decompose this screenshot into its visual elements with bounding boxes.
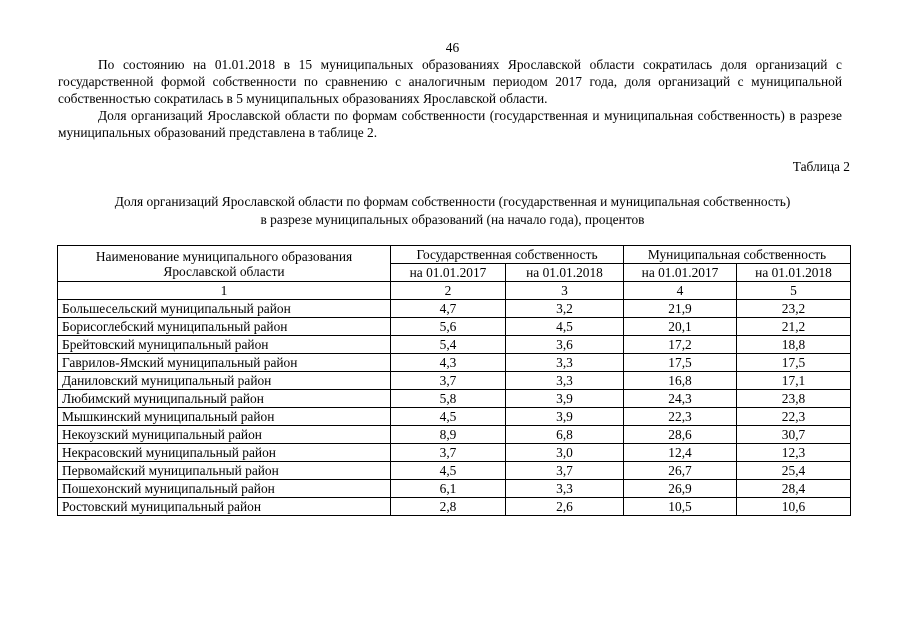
municipal-2018-value: 23,2 [737,300,851,318]
municipal-2018-value: 21,2 [737,318,851,336]
municipality-name: Некоузский муниципальный район [58,426,391,444]
state-2017-value: 3,7 [391,444,506,462]
municipality-name: Ростовский муниципальный район [58,498,391,516]
state-2017-value: 4,5 [391,408,506,426]
column-number: 1 [58,282,391,300]
data-table [57,245,851,516]
header-municipality [58,246,391,282]
state-2017-value: 5,6 [391,318,506,336]
state-2017-value: 4,7 [391,300,506,318]
state-2018-value: 3,3 [506,480,624,498]
municipal-2017-value: 17,2 [624,336,737,354]
table-title-line-1: Доля организаций Ярославской области по формам собственности (государственная и муниципальная собственность) [114,194,791,209]
municipality-name: Пошехонский муниципальный район [58,480,391,498]
municipal-2017-value: 26,9 [624,480,737,498]
table-caption: Таблица 2 [792,159,850,174]
state-2018-value: 3,3 [506,372,624,390]
municipal-2018-value: 30,7 [737,426,851,444]
municipality-name: Первомайский муниципальный район [58,462,391,480]
state-2017-value: 2,8 [391,498,506,516]
column-number: 5 [737,282,851,300]
table-row [58,462,851,480]
municipal-2018-value: 17,5 [737,354,851,372]
state-2017-value: 8,9 [391,426,506,444]
municipal-2018-value: 18,8 [737,336,851,354]
column-number: 3 [506,282,624,300]
paragraph-1: По состоянию на 01.01.2018 в 15 муниципальных образованиях Ярославской области сократилась доля организаций с государственной формой собственности по сравнению с аналогичным периодом 2017 года, доля организаций с муниципальной собственностью сократилась в 5 муниципальных образованиях Ярославской области. [58,57,842,106]
municipal-2017-value: 28,6 [624,426,737,444]
column-number-row [58,282,851,300]
municipality-name: Любимский муниципальный район [58,390,391,408]
state-2018-value: 3,6 [506,336,624,354]
municipal-2017-value: 21,9 [624,300,737,318]
municipal-2017-value: 12,4 [624,444,737,462]
header-municipality-line-1: Наименование муниципального образования [95,248,353,264]
table-row [58,372,851,390]
state-2017-value: 5,8 [391,390,506,408]
state-2018-value: 2,6 [506,498,624,516]
state-2017-value: 3,7 [391,372,506,390]
municipality-name: Большесельский муниципальный район [58,300,391,318]
municipality-name: Даниловский муниципальный район [58,372,391,390]
municipality-name: Некрасовский муниципальный район [58,444,391,462]
state-2017-value: 5,4 [391,336,506,354]
municipal-2018-value: 17,1 [737,372,851,390]
paragraph-2: Доля организаций Ярославской области по формам собственности (государственная и муниципальная собственность) в разрезе муниципальных образований представлена в таблице 2. [58,108,842,140]
municipality-name: Гаврилов-Ямский муниципальный район [58,354,391,372]
header-municipal-2017: на 01.01.2017 [624,264,737,282]
municipality-name: Брейтовский муниципальный район [58,336,391,354]
header-municipal-ownership: Муниципальная собственность [624,246,851,264]
table-row [58,408,851,426]
state-2017-value: 6,1 [391,480,506,498]
state-2018-value: 3,2 [506,300,624,318]
table-row [58,354,851,372]
municipal-2017-value: 20,1 [624,318,737,336]
state-2018-value: 3,9 [506,390,624,408]
header-municipality-line-2: Ярославской области [163,263,285,279]
state-2018-value: 4,5 [506,318,624,336]
municipal-2017-value: 17,5 [624,354,737,372]
municipality-name: Мышкинский муниципальный район [58,408,391,426]
municipal-2017-value: 24,3 [624,390,737,408]
table-title [40,193,865,228]
municipal-2017-value: 26,7 [624,462,737,480]
municipal-2018-value: 25,4 [737,462,851,480]
state-2018-value: 3,0 [506,444,624,462]
state-2017-value: 4,5 [391,462,506,480]
municipal-2018-value: 23,8 [737,390,851,408]
municipality-name: Борисоглебский муниципальный район [58,318,391,336]
header-state-ownership: Государственная собственность [391,246,624,264]
municipal-2018-value: 28,4 [737,480,851,498]
column-number: 2 [391,282,506,300]
table-row [58,498,851,516]
header-state-2018: на 01.01.2018 [506,264,624,282]
page-number: 46 [445,40,460,55]
table-row [58,336,851,354]
column-number: 4 [624,282,737,300]
header-state-2017: на 01.01.2017 [391,264,506,282]
table-row [58,300,851,318]
state-2018-value: 3,3 [506,354,624,372]
municipal-2018-value: 22,3 [737,408,851,426]
municipal-2017-value: 22,3 [624,408,737,426]
table-row [58,318,851,336]
state-2018-value: 6,8 [506,426,624,444]
municipal-2018-value: 12,3 [737,444,851,462]
municipal-2017-value: 16,8 [624,372,737,390]
table-row [58,390,851,408]
state-2017-value: 4,3 [391,354,506,372]
state-2018-value: 3,7 [506,462,624,480]
municipal-2017-value: 10,5 [624,498,737,516]
table-row [58,480,851,498]
header-municipal-2018: на 01.01.2018 [737,264,851,282]
table-row [58,426,851,444]
municipal-2018-value: 10,6 [737,498,851,516]
table-title-line-2: в разрезе муниципальных образований (на начало года), процентов [260,211,645,227]
state-2018-value: 3,9 [506,408,624,426]
table-row [58,444,851,462]
